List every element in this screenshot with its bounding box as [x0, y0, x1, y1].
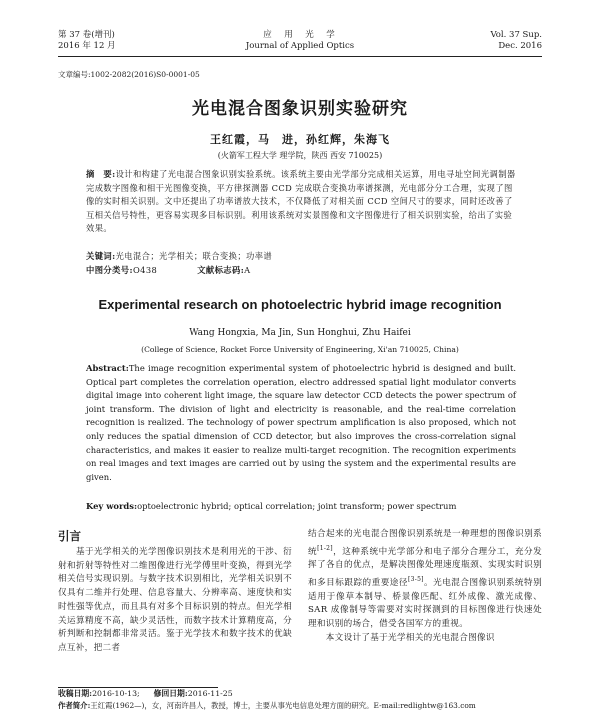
intro-right-column — [308, 528, 542, 645]
keywords-cn-label: 关键词: — [86, 251, 116, 261]
citation-1-2[interactable]: [1-2] — [317, 544, 333, 552]
authors-cn: 王红霞，马 进，孙红辉，朱海飞 — [210, 133, 390, 146]
intro-right-text-4: 本文设计了基于光学相关的光电混合图像识 — [308, 632, 495, 643]
abstract-en-label: Abstract: — [86, 363, 129, 373]
header-rule — [58, 56, 542, 57]
abstract-cn — [86, 168, 516, 236]
intro-right-text-2: ，这种系统中光学部分和电子部分合理分工，充分发挥了各自的优点，是解决图像处理速度瓶颈、实现实时识别和多目标跟踪的重要途径 — [308, 546, 542, 588]
intro-right-text-3: 。光电混合图像识别系统特别适用于像草本制导、桥景像匹配、红外成像、激光成像、SAR 成像制导等需要对实时探测到的目标图像进行快速处理和识别的场合，借受各国军方的重视。 — [308, 577, 542, 629]
footnote — [58, 688, 542, 712]
intro-left-column: 基于光学相关的光学图像识别技术是利用光的干涉、衍射和折射等特性对二维图像进行光学傅里叶变换，得到光学相关信号实现识别。与数字技术识别相比，光学相关识别不仅具有二维并行处理、信息容量大、分辨率高、速度快和实时性强等优点，而且具有对多个目标识别的特点。但光学相关运算精度不高，缺少灵活性，而数字技术计算精度高，分析判断和控制都非常灵活。鉴于光学技术和数字技术的优缺点互补，把二者 — [58, 547, 292, 653]
header-journal-en: Journal of Applied Optics — [245, 41, 355, 51]
citation-3-5[interactable]: [3-5] — [407, 575, 424, 583]
class-label: 中图分类号: — [86, 265, 133, 275]
header-date-en: Dec. 2016 — [498, 41, 542, 51]
abstract-en — [86, 362, 516, 484]
header-volume-en — [490, 30, 542, 52]
header-date-cn: 2016 年 12 月 — [58, 41, 116, 51]
author-bio-label: 作者简介: — [58, 701, 91, 710]
keywords-en-label: Key words: — [86, 501, 138, 511]
header-vol-sup: Vol. 37 Sup. — [490, 30, 542, 40]
page-title-cn: 光电混合图象识别实验研究 — [192, 99, 408, 119]
affiliation-cn: (火箭军工程大学 理学院，陕西 西安 710025) — [217, 151, 383, 160]
footnote-author — [58, 700, 542, 712]
affiliation-en: (College of Science, Rocket Force University of Engineering, Xi'an 710025, China) — [141, 345, 459, 354]
intro-right-text-1: 结合起来的光电混合图像识别系统是一种理想的图像识别系统 — [308, 529, 542, 557]
class-value: O438 — [132, 265, 158, 275]
classification-cn — [86, 264, 516, 278]
abstract-cn-text: 设计和构建了光电混合图象识别实验系统。该系统主要由光学部分完成相关运算，用电寻址空间光调制器完成数字图像和相干光图像变换，平方律探测器 CCD 完成联合变换功率谱探测，光电部分分工合理，实现了图像的实时相关识别。文中还提出了功率谱放大技术，不仅降低了对相关面 CCD 空间尺寸的要求，同时还改善了互相关信号特性，更容易实现多目标识别。利用该系统对实景图像和文字图像进行了相关识别实验，给出了实验效果。 — [86, 169, 516, 234]
keywords-cn-text: 光电混合；光学相关；联合变换；功率谱 — [115, 251, 273, 261]
section-heading-intro: 引言 — [58, 529, 81, 543]
keywords-en — [86, 500, 516, 514]
received-label: 收稿日期: — [58, 689, 93, 698]
revised-label: 修回日期: — [153, 689, 188, 698]
header-journal-cn: 应 用 光 学 — [263, 30, 337, 40]
revised-date: 2016-11-25 — [187, 689, 233, 698]
abstract-en-text: The image recognition experimental system of photoelectric hybrid is designed and built. Optical part completes the correlation operation, electro addressed spatial light modulator converts digital image into coherent light image, the square law detector CCD detects the power spectrum of joint transform. The division of light and electricity is reasonable, and the real-time correlation recognition is realized. The technology of power spectrum amplification is also proposed, which not only reduces the spatial dimension of CCD detector, but also improves the cross-correlation signal characteristics, and makes it easier to realize multi-target recognition. The recognition experiments on real images and text images are carried out by using the system and the experimental results are given. — [86, 363, 516, 482]
doc-code-value: A — [244, 265, 251, 275]
received-date: 2016-10-13; — [92, 689, 140, 698]
doc-code-label: 文献标志码: — [197, 265, 245, 275]
author-bio: 王红霞(1962—)，女，河南许昌人，教授，博士，主要从事光电信息处理方面的研究。E-mail:redlightw@163.com — [90, 701, 476, 710]
keywords-cn — [86, 250, 516, 264]
article-id: 文章编号:1002-2082(2016)S0-0001-05 — [58, 70, 200, 79]
authors-en: Wang Hongxia, Ma Jin, Sun Honghui, Zhu Haifei — [189, 328, 411, 338]
abstract-cn-label: 摘 要: — [86, 169, 116, 179]
header-volume-issue: 第 37 卷(增刊) — [58, 30, 115, 40]
keywords-en-text: optoelectronic hybrid; optical correlation; joint transform; power spectrum — [137, 501, 457, 511]
footnote-dates — [58, 688, 542, 700]
page-title-en: Experimental research on photoelectric hybrid image recognition — [98, 297, 502, 312]
